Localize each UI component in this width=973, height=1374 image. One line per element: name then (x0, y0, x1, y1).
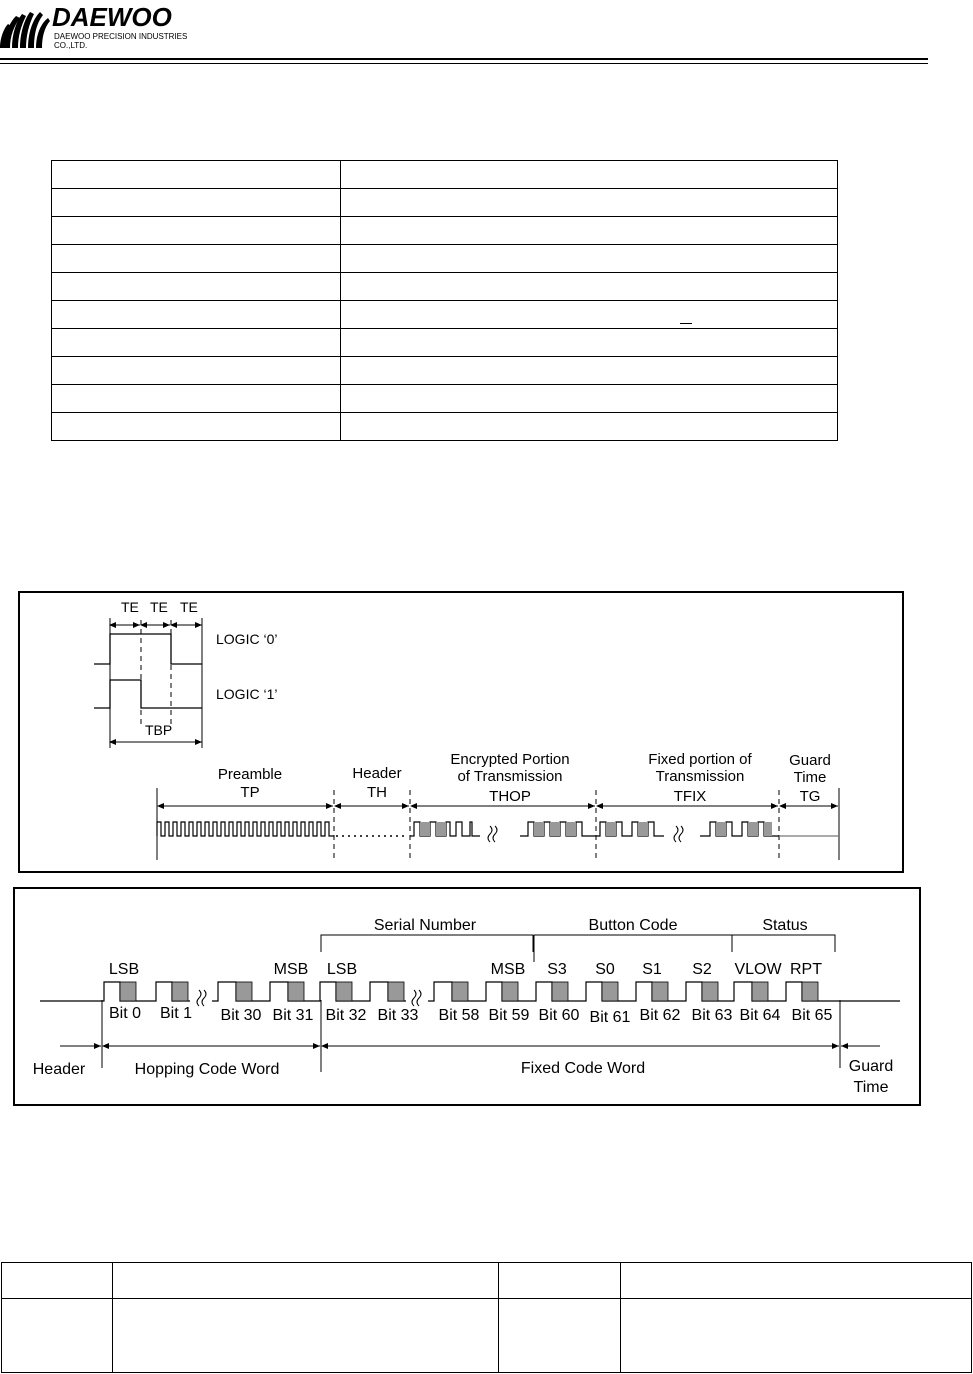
bit-label: Bit 62 (639, 1007, 681, 1024)
thop-label: THOP (489, 788, 531, 805)
daewoo-logo-icon (0, 4, 52, 50)
bit-label: Bit 0 (108, 1005, 142, 1022)
encrypted-label: Encrypted Portion (450, 751, 570, 768)
header-label: Header (352, 765, 402, 782)
brand-name: DAEWOO (52, 2, 172, 32)
logic1-label: LOGIC ‘1’ (216, 686, 278, 702)
table-row (52, 245, 838, 273)
te-label: TE (180, 599, 198, 615)
bit-label: Bit 30 (220, 1007, 262, 1024)
tbp-label: TBP (145, 722, 173, 738)
table-row (52, 301, 838, 329)
table-row (2, 1263, 972, 1299)
bit-top-label: S0 (595, 961, 615, 978)
bit-label: Bit 33 (377, 1007, 419, 1024)
table-row (52, 357, 838, 385)
timing-diagram (0, 585, 973, 880)
button-code-label: Button Code (588, 917, 678, 934)
header-rule-thin (0, 63, 928, 64)
guard-label: Guard (789, 752, 831, 769)
code-waveform (40, 982, 900, 1001)
encrypted-label-2: of Transmission (457, 768, 563, 785)
bit-label: Bit 1 (159, 1005, 193, 1022)
fixed-code-word-label: Fixed Code Word (520, 1060, 646, 1077)
tp-label: TP (240, 784, 260, 801)
company-suffix: CO.,LTD. (54, 41, 88, 50)
table-row (52, 329, 838, 357)
bit-top-label: S3 (547, 961, 567, 978)
page-header (0, 0, 973, 70)
bit-label: Bit 61 (589, 1009, 631, 1026)
code-word-diagram (0, 885, 973, 1110)
underscore-mark (680, 323, 692, 324)
table-row (52, 161, 838, 189)
fixed-portion-label-2: Transmission (655, 768, 745, 785)
bit-label: Bit 60 (538, 1007, 580, 1024)
hopping-code-word-label: Hopping Code Word (134, 1061, 280, 1078)
status-label: Status (762, 917, 808, 934)
table-row (52, 273, 838, 301)
table-row (52, 189, 838, 217)
preamble-label: Preamble (217, 766, 283, 783)
bit-label: Bit 65 (791, 1007, 833, 1024)
guard-time-label-2: Time (853, 1079, 889, 1096)
company-name: DAEWOO PRECISION INDUSTRIES (54, 32, 188, 41)
bit-label: Bit 31 (272, 1007, 314, 1024)
table-row (52, 413, 838, 441)
bit-top-label: S2 (692, 961, 712, 978)
preamble-waveform (157, 822, 334, 836)
table-row (2, 1299, 972, 1373)
footer-table (1, 1262, 972, 1373)
guard-label-2: Time (793, 769, 827, 786)
guard-time-label: Guard (848, 1058, 894, 1075)
header-label: Header (32, 1061, 86, 1078)
serial-number-label: Serial Number (373, 917, 477, 934)
bit-top-label: MSB (490, 961, 526, 978)
bit-top-label: MSB (273, 961, 309, 978)
table-row (52, 217, 838, 245)
tfix-label: TFIX (673, 788, 707, 805)
encrypted-filled-bits (420, 822, 576, 836)
bit-top-label: RPT (790, 961, 822, 978)
spec-table (51, 160, 838, 441)
fixed-portion-label: Fixed portion of (648, 751, 752, 768)
logic0-label: LOGIC ‘0’ (216, 631, 278, 647)
bit-top-label: LSB (108, 961, 140, 978)
th-label: TH (367, 784, 387, 801)
te-label: TE (121, 599, 139, 615)
bit-label: Bit 63 (691, 1007, 733, 1024)
tg-label: TG (799, 788, 821, 805)
table-row (52, 385, 838, 413)
bit-top-label: LSB (326, 961, 358, 978)
bit-label: Bit 64 (739, 1007, 781, 1024)
bit-label: Bit 32 (325, 1007, 367, 1024)
te-label: TE (150, 599, 168, 615)
header-rule-thick (0, 58, 928, 60)
bit-top-label: VLOW (734, 961, 782, 978)
bit-label: Bit 58 (438, 1007, 480, 1024)
bit-label: Bit 59 (488, 1007, 530, 1024)
bit-top-label: S1 (642, 961, 662, 978)
